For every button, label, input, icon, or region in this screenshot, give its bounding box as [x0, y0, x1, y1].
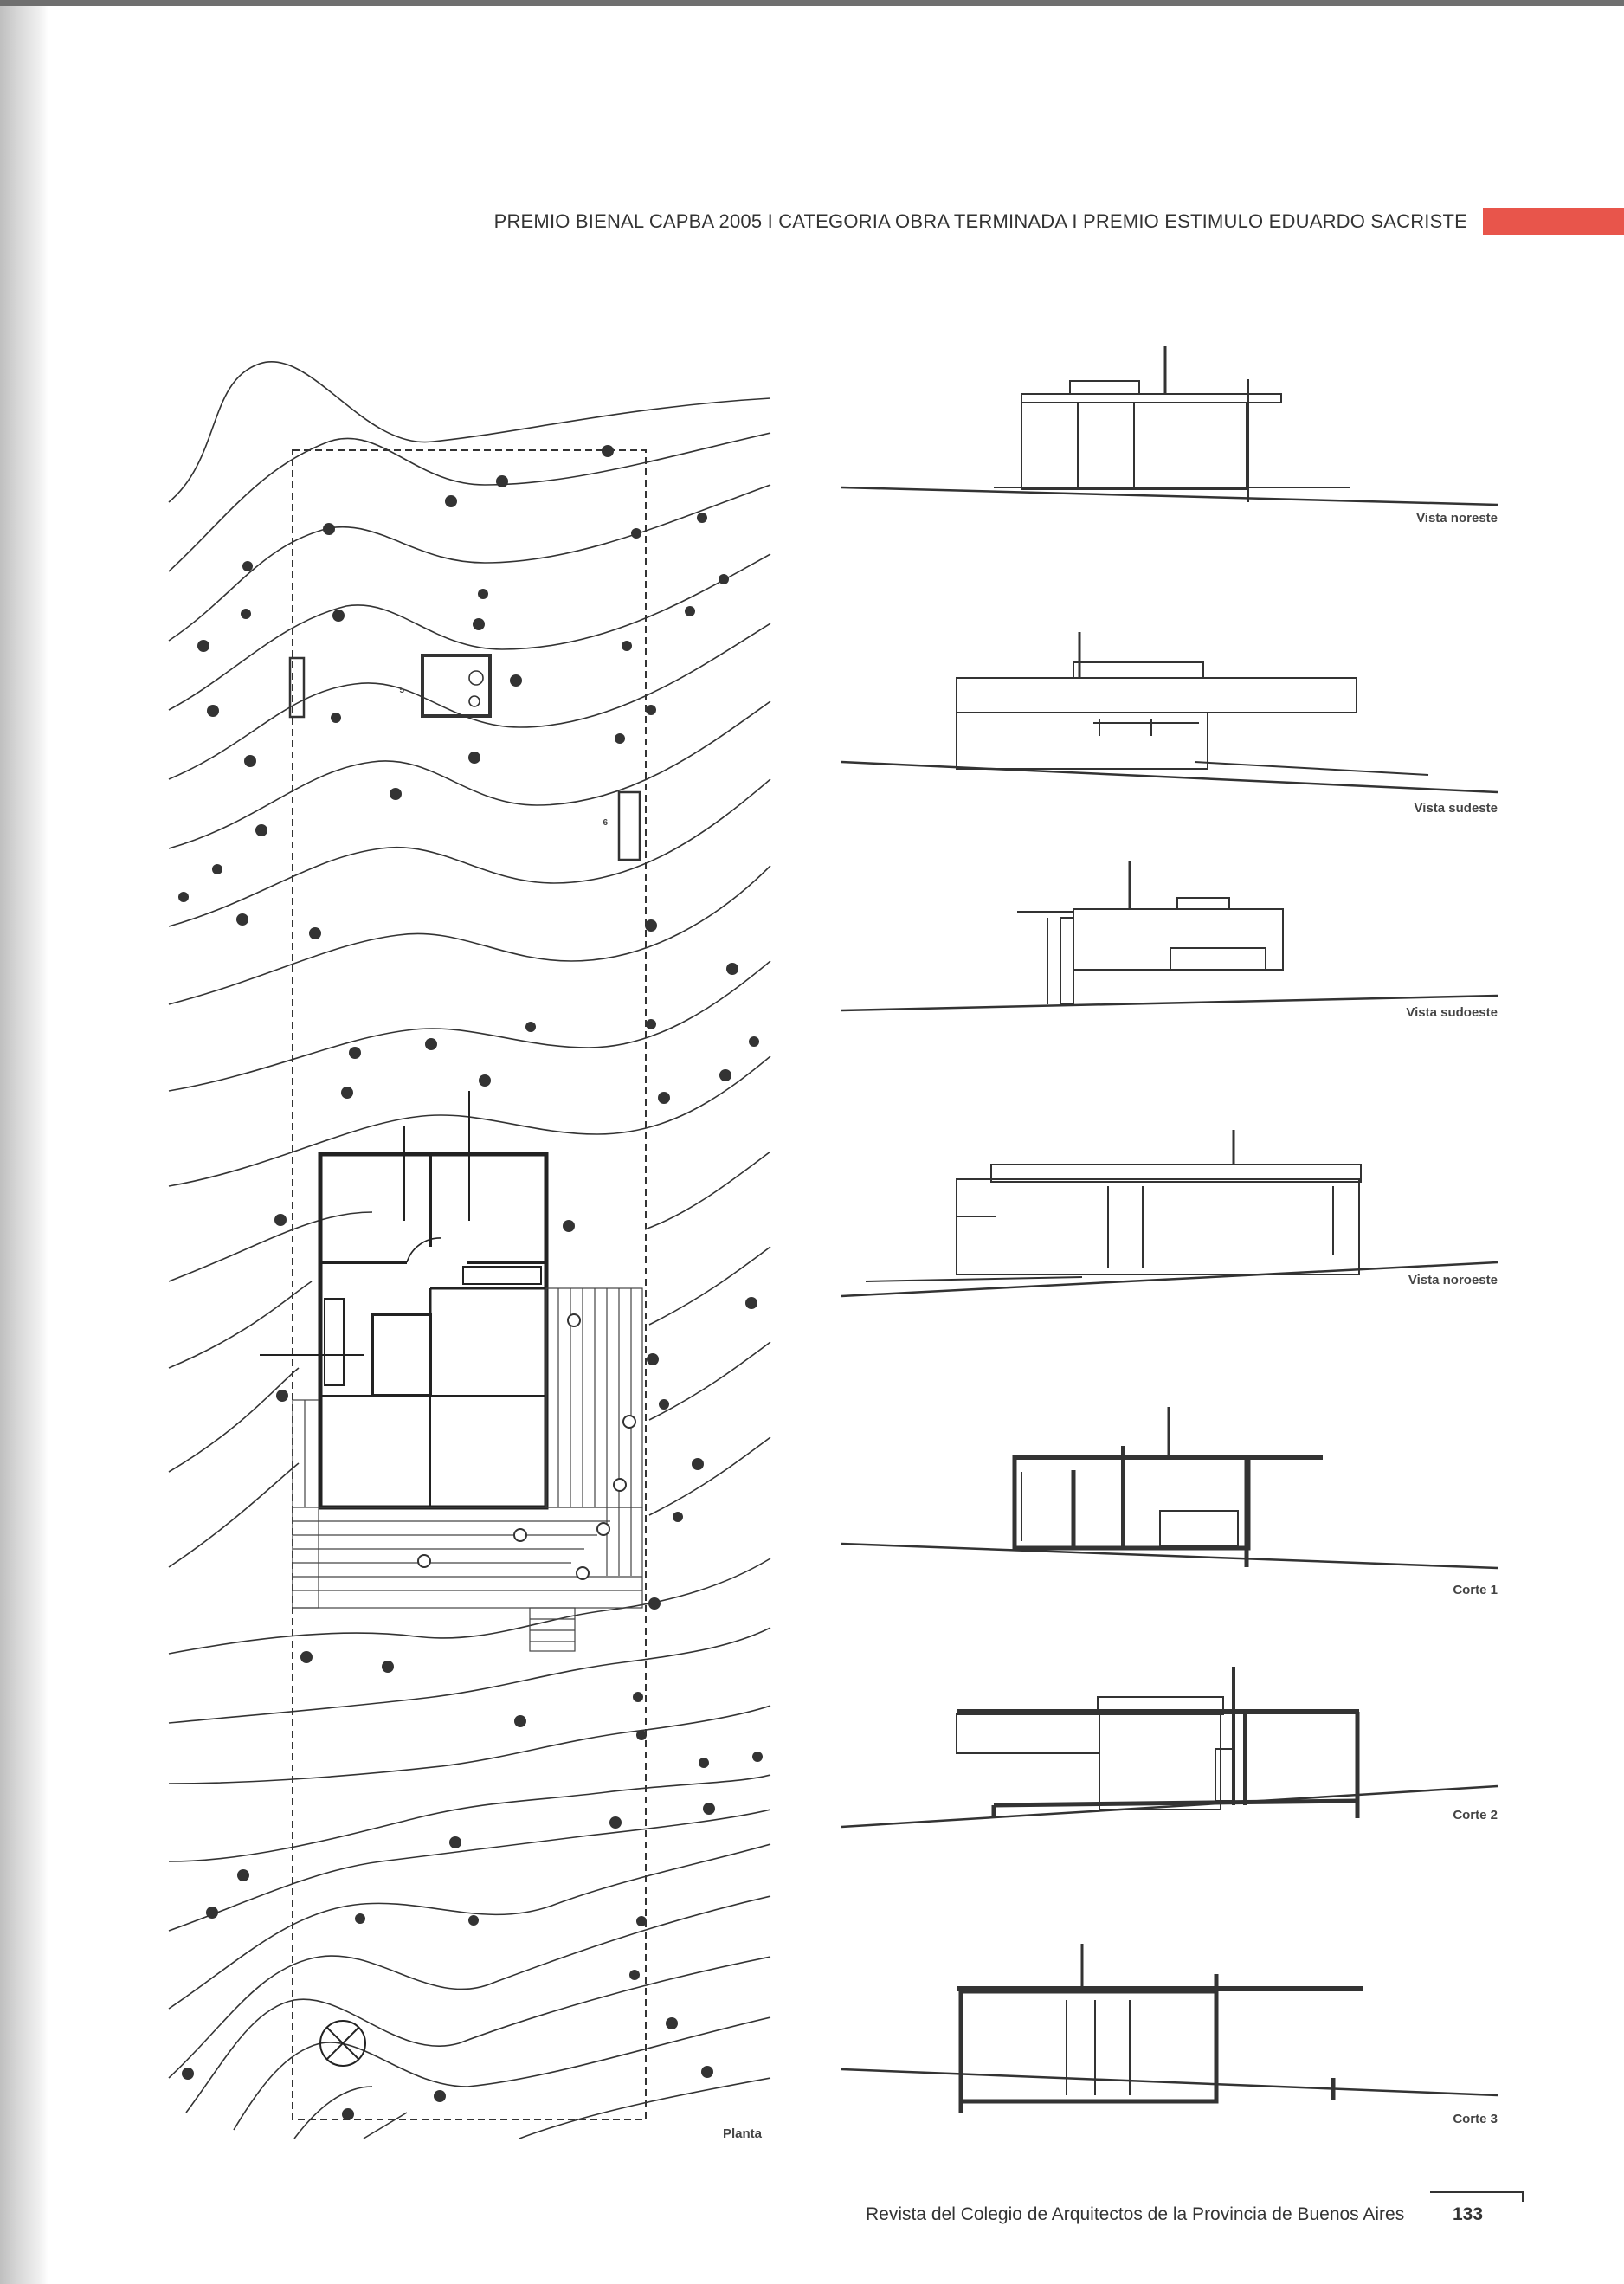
deck-posts	[418, 1314, 635, 1579]
elevation-vista-sudeste	[841, 632, 1498, 792]
contour-line	[169, 1775, 770, 1861]
label-vista-sudoeste: Vista sudoeste	[1406, 1005, 1498, 1020]
journal-name: Revista del Colegio de Arquitectos de la Provincia de Buenos Aires	[866, 2204, 1405, 2224]
contour-line	[649, 1247, 770, 1325]
contour-line	[169, 961, 770, 1091]
contour-line	[364, 2113, 407, 2139]
label-vista-noroeste: Vista noroeste	[1408, 1273, 1498, 1287]
contour-line	[169, 1706, 770, 1784]
page-number: 133	[1453, 2204, 1484, 2224]
kitchen-counter	[325, 1299, 344, 1385]
page-header: PREMIO BIENAL CAPBA 2005 I CATEGORIA OBRA TERMINADA I PREMIO ESTIMULO EDUARDO SACRISTE	[493, 210, 1467, 232]
contour-line	[169, 1558, 770, 1654]
contour-line	[649, 1342, 770, 1420]
label-corte-3: Corte 3	[1453, 2112, 1498, 2126]
outbuilding	[619, 792, 640, 860]
fixture	[469, 671, 483, 685]
room-number: 5	[399, 686, 404, 695]
deck	[293, 1288, 642, 1651]
contour-line	[645, 1152, 770, 1229]
contour-line	[169, 1844, 770, 2009]
contour-line	[169, 362, 770, 502]
contour-line	[169, 554, 770, 710]
elevation-vista-noreste	[841, 346, 1498, 505]
contour-line	[169, 485, 770, 641]
footer-rule	[1430, 2191, 1524, 2193]
contour-line	[649, 1437, 770, 1515]
section-corte-1	[841, 1407, 1498, 1568]
contour-line	[169, 1463, 299, 1567]
label-vista-noreste: Vista noreste	[1416, 511, 1498, 526]
contour-line	[169, 1628, 770, 1723]
outbuilding	[422, 655, 490, 716]
label-corte-1: Corte 1	[1453, 1583, 1498, 1597]
label-vista-sudeste: Vista sudeste	[1414, 801, 1498, 816]
house-plan	[260, 1091, 546, 1507]
contour-line	[234, 2017, 770, 2130]
door-swing	[407, 1238, 441, 1262]
elevation-vista-sudoeste	[841, 861, 1498, 1010]
footer-tick	[1522, 2191, 1524, 2202]
label-corte-2: Corte 2	[1453, 1808, 1498, 1823]
section-corte-2	[841, 1667, 1498, 1827]
plan-label: Planta	[722, 2126, 762, 2141]
bathroom	[372, 1314, 430, 1396]
contour-line	[169, 1212, 372, 1281]
contour-line	[169, 866, 770, 1004]
contour-line	[169, 1368, 299, 1472]
site-plan	[169, 362, 770, 2139]
contour-line	[169, 779, 770, 926]
north-arrow-icon	[320, 2021, 365, 2066]
contour-line	[186, 1957, 770, 2113]
elevation-vista-noroeste	[841, 1130, 1498, 1296]
house-walls	[320, 1154, 546, 1507]
fixture	[469, 696, 480, 706]
room-number: 6	[603, 818, 608, 828]
closet	[463, 1267, 541, 1284]
contour-line	[294, 2087, 372, 2139]
section-corte-3	[841, 1944, 1498, 2113]
contour-line	[169, 433, 770, 571]
stairs	[530, 1608, 575, 1651]
